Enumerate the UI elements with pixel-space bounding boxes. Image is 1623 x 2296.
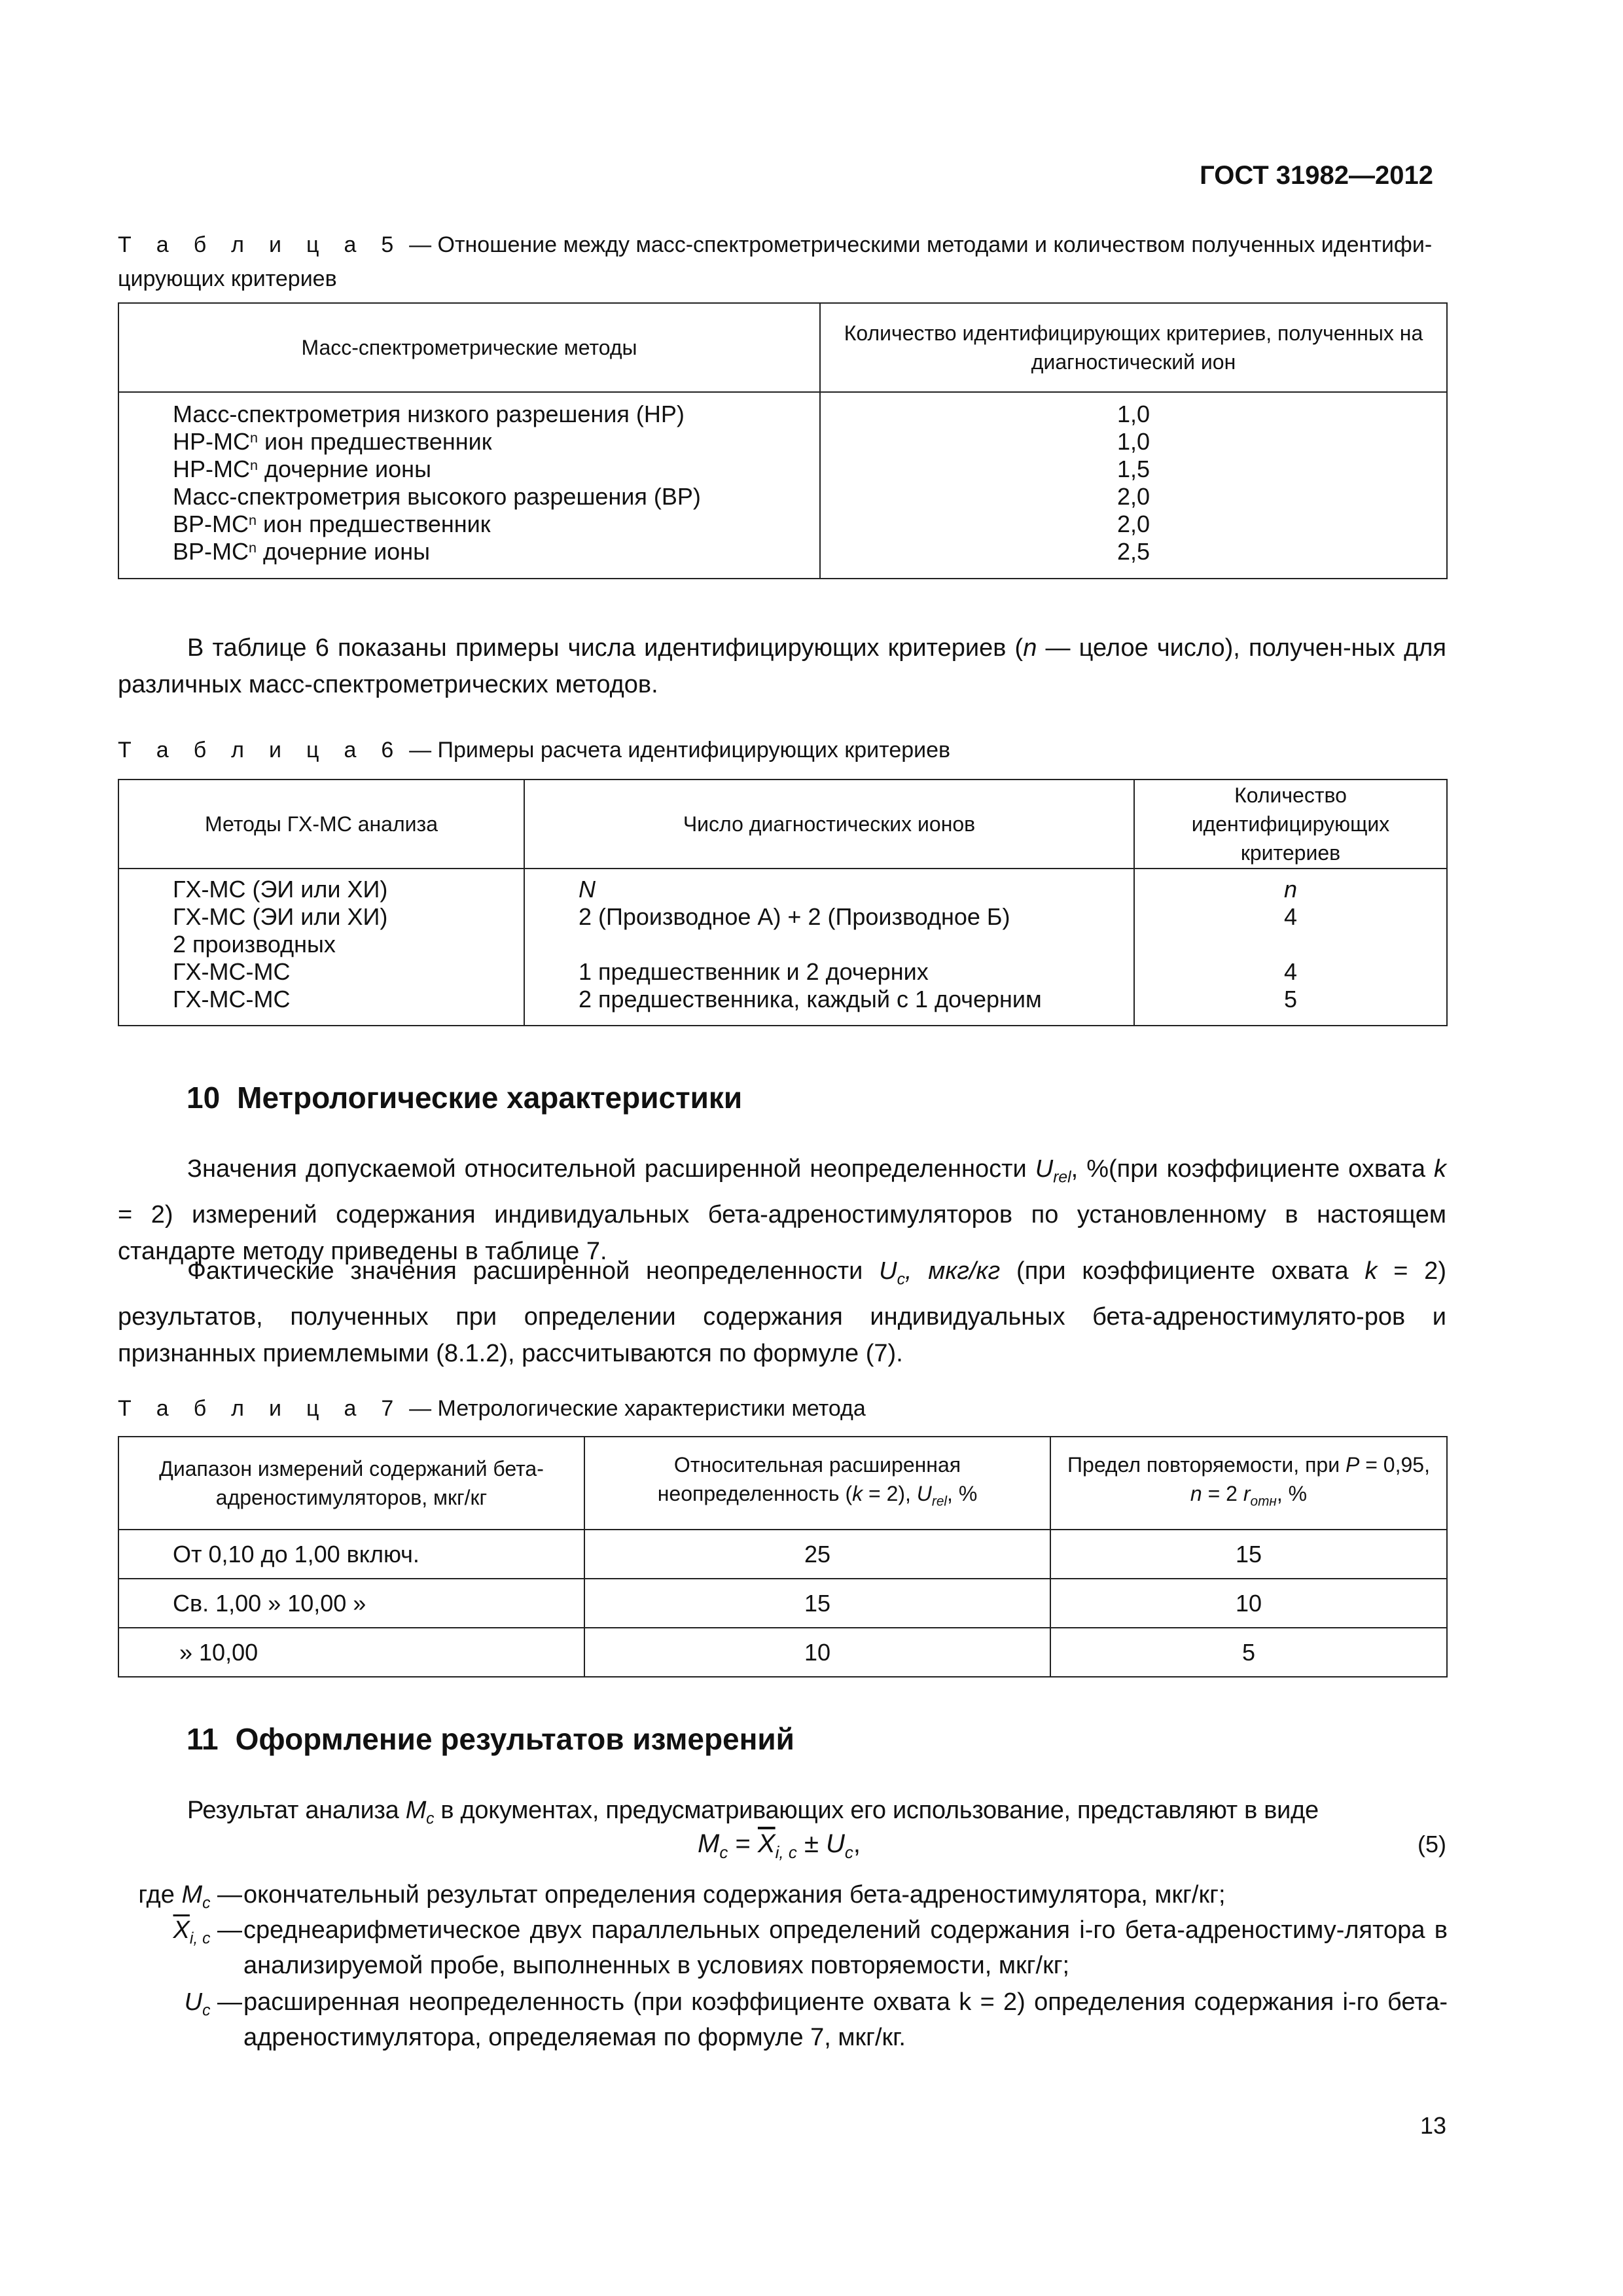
table5-method: $ВР-МС^n$ ион предшественник <box>173 511 491 537</box>
section11-paragraph: Результат анализа $M_c$ в документах, предусматривающих его использование, представляют в виде <box>187 1797 1319 1828</box>
formula-number: (5) <box>1418 1831 1446 1857</box>
table5-values-cell <box>820 392 1447 579</box>
table5-method: Масс-спектрометрия низкого разрешения (НР) <box>173 401 685 427</box>
table6-method: ГХ-МС (ЭИ или ХИ) <box>173 876 388 903</box>
where-text-2: среднеарифметическое двух параллельных определений содержания i-го бета-адреностиму-лятора в анализируемой пробе, выполненных в условиях повторяемости, мкг/кг; <box>243 1916 1448 1979</box>
table6-ions: 2 предшественника, каждый с 1 дочерним <box>579 986 1042 1013</box>
table7-caption-text: — Метрологические характеристики метода <box>409 1396 866 1421</box>
table5-value: 1,0 <box>1116 428 1150 455</box>
table7-repeatability: 15 <box>1050 1530 1447 1579</box>
where-text-3: расширенная неопределенность (при коэффициенте охвата k = 2) определения содержания i-го бета-адреностимулятора, определяемая по формуле 7, мкг/кг. <box>243 1988 1448 2051</box>
table5-caption-text: — Отношение между масс-спектрометрическими методами и количеством полученных идентифи-цирующих критериев <box>118 232 1433 291</box>
table7-uncertainty: 15 <box>584 1579 1050 1628</box>
table6-method: ГХ-МС-МС <box>173 986 291 1013</box>
table6-caption <box>118 733 1446 767</box>
where-symbol-2: $\overline{X}_{i, c}$ — <box>173 1916 242 1948</box>
table5 <box>118 302 1448 579</box>
table5-value: 1,5 <box>1116 456 1150 482</box>
table6-count-cell <box>1134 869 1447 1026</box>
table7-range: » 10,00 <box>118 1628 584 1677</box>
where-symbol-1: где $M_c$ — <box>138 1881 242 1912</box>
table6-method: ГХ-МС (ЭИ или ХИ) <box>173 903 388 930</box>
page-number: 13 <box>1419 2112 1446 2139</box>
table7-uncertainty: 10 <box>584 1628 1050 1677</box>
table5-value: 2,5 <box>1116 538 1150 565</box>
table6-count: 4 <box>1283 958 1298 985</box>
section10-paragraph1: Значения допускаемой относительной расширенной неопределенности $U_{rel}$, %(при коэффициенте охвата k = 2) измерений содержания индивидуальных бета-адреностимуляторов по установленному в настоящем стандарте методу приведены в таблице 7. <box>118 1155 1446 1265</box>
table5-caption <box>118 228 1446 296</box>
table5-header-methods: Масс-спектрометрические методы <box>118 303 820 392</box>
table6-caption-text: — Примеры расчета идентифицирующих критериев <box>409 738 951 762</box>
paragraph-table6-intro: В таблице 6 показаны примеры числа идентифицирующих критериев (n — целое число), получен-ных для различных масс-спектрометрических методов. <box>118 634 1446 698</box>
section10-heading <box>187 1080 742 1115</box>
table6 <box>118 779 1448 1026</box>
table6-method: ГХ-МС-МС <box>173 958 291 985</box>
table7-label: Т а б л и ц а 7 <box>118 1396 403 1421</box>
table7-range: Св. 1,00 » 10,00 » <box>118 1579 584 1628</box>
section11-title: Оформление результатов измерений <box>235 1722 794 1756</box>
table7-caption <box>118 1391 1446 1426</box>
table6-header-ions: Число диагностических ионов <box>524 780 1134 869</box>
table6-ions-cell <box>524 869 1134 1026</box>
table6-count: n <box>1283 876 1298 903</box>
table-row <box>118 1628 1447 1677</box>
table6-header-count: Количество идентифицирующих критериев <box>1134 780 1447 869</box>
formula-5: $M_c = \overline{X}_{i, c} \pm U_c$, <box>698 1829 861 1862</box>
table6-header-methods: Методы ГХ-МС анализа <box>118 780 524 869</box>
table7-repeatability: 5 <box>1050 1628 1447 1677</box>
table7-header-range: Диапазон измерений содержаний бета-адреностимуляторов, мкг/кг <box>118 1437 584 1530</box>
table-row <box>118 1579 1447 1628</box>
table6-count: 4 <box>1283 903 1298 930</box>
table6-methods-cell <box>118 869 524 1026</box>
section11-number: 11 <box>187 1722 219 1756</box>
table6-ions <box>579 931 1133 958</box>
table6-ions: 2 (Производное А) + 2 (Производное Б) <box>579 903 1010 930</box>
section11-heading <box>187 1721 794 1757</box>
table7-header-uncertainty: Относительная расширенная неопределенность (k = 2), $U_{rel}$, % <box>584 1437 1050 1530</box>
table7-header-repeatability: Предел повторяемости, при P = 0,95, n = 2 $r_{отн}$, % <box>1050 1437 1447 1530</box>
table5-method: $ВР-МС^n$ дочерние ионы <box>173 538 430 565</box>
document-code: ГОСТ 31982—2012 <box>1200 161 1433 190</box>
table6-ions: 1 предшественник и 2 дочерних <box>579 958 929 985</box>
table7-repeatability: 10 <box>1050 1579 1447 1628</box>
section10-paragraph2: Фактические значения расширенной неопределенности $U_c$, мкг/кг (при коэффициенте охвата k = 2) результатов, полученных при определении содержания индивидуальных бета-адреностимулято-ров и признанных приемлемыми (8.1.2), рассчитываются по формуле (7). <box>118 1257 1446 1367</box>
table5-value: 1,0 <box>1116 401 1150 427</box>
table5-label: Т а б л и ц а 5 <box>118 232 403 257</box>
table6-label: Т а б л и ц а 6 <box>118 738 403 762</box>
table5-header-count: Количество идентифицирующих критериев, полученных на диагностический ион <box>820 303 1447 392</box>
table7-uncertainty: 25 <box>584 1530 1050 1579</box>
section10-title: Метрологические характеристики <box>237 1081 743 1115</box>
table6-count <box>1135 931 1446 958</box>
table6-count: 5 <box>1283 986 1298 1013</box>
table7 <box>118 1436 1448 1677</box>
table5-value: 2,0 <box>1116 511 1150 537</box>
table6-method: 2 производных <box>173 931 336 958</box>
table5-method: $НР-МС^n$ ион предшественник <box>173 428 492 455</box>
table-row <box>118 1530 1447 1579</box>
table5-method: Масс-спектрометрия высокого разрешения (ВР) <box>173 483 701 510</box>
table5-methods-cell <box>118 392 820 579</box>
table6-ions: N <box>579 876 596 903</box>
table5-value: 2,0 <box>1116 483 1150 510</box>
table5-method: $НР-МС^n$ дочерние ионы <box>173 456 431 482</box>
table7-range: От 0,10 до 1,00 включ. <box>118 1530 584 1579</box>
where-symbol-3: $U_c$ — <box>184 1988 242 2020</box>
section10-number: 10 <box>187 1081 221 1115</box>
where-text-1: окончательный результат определения содержания бета-адреностимулятора, мкг/кг; <box>243 1881 1226 1909</box>
